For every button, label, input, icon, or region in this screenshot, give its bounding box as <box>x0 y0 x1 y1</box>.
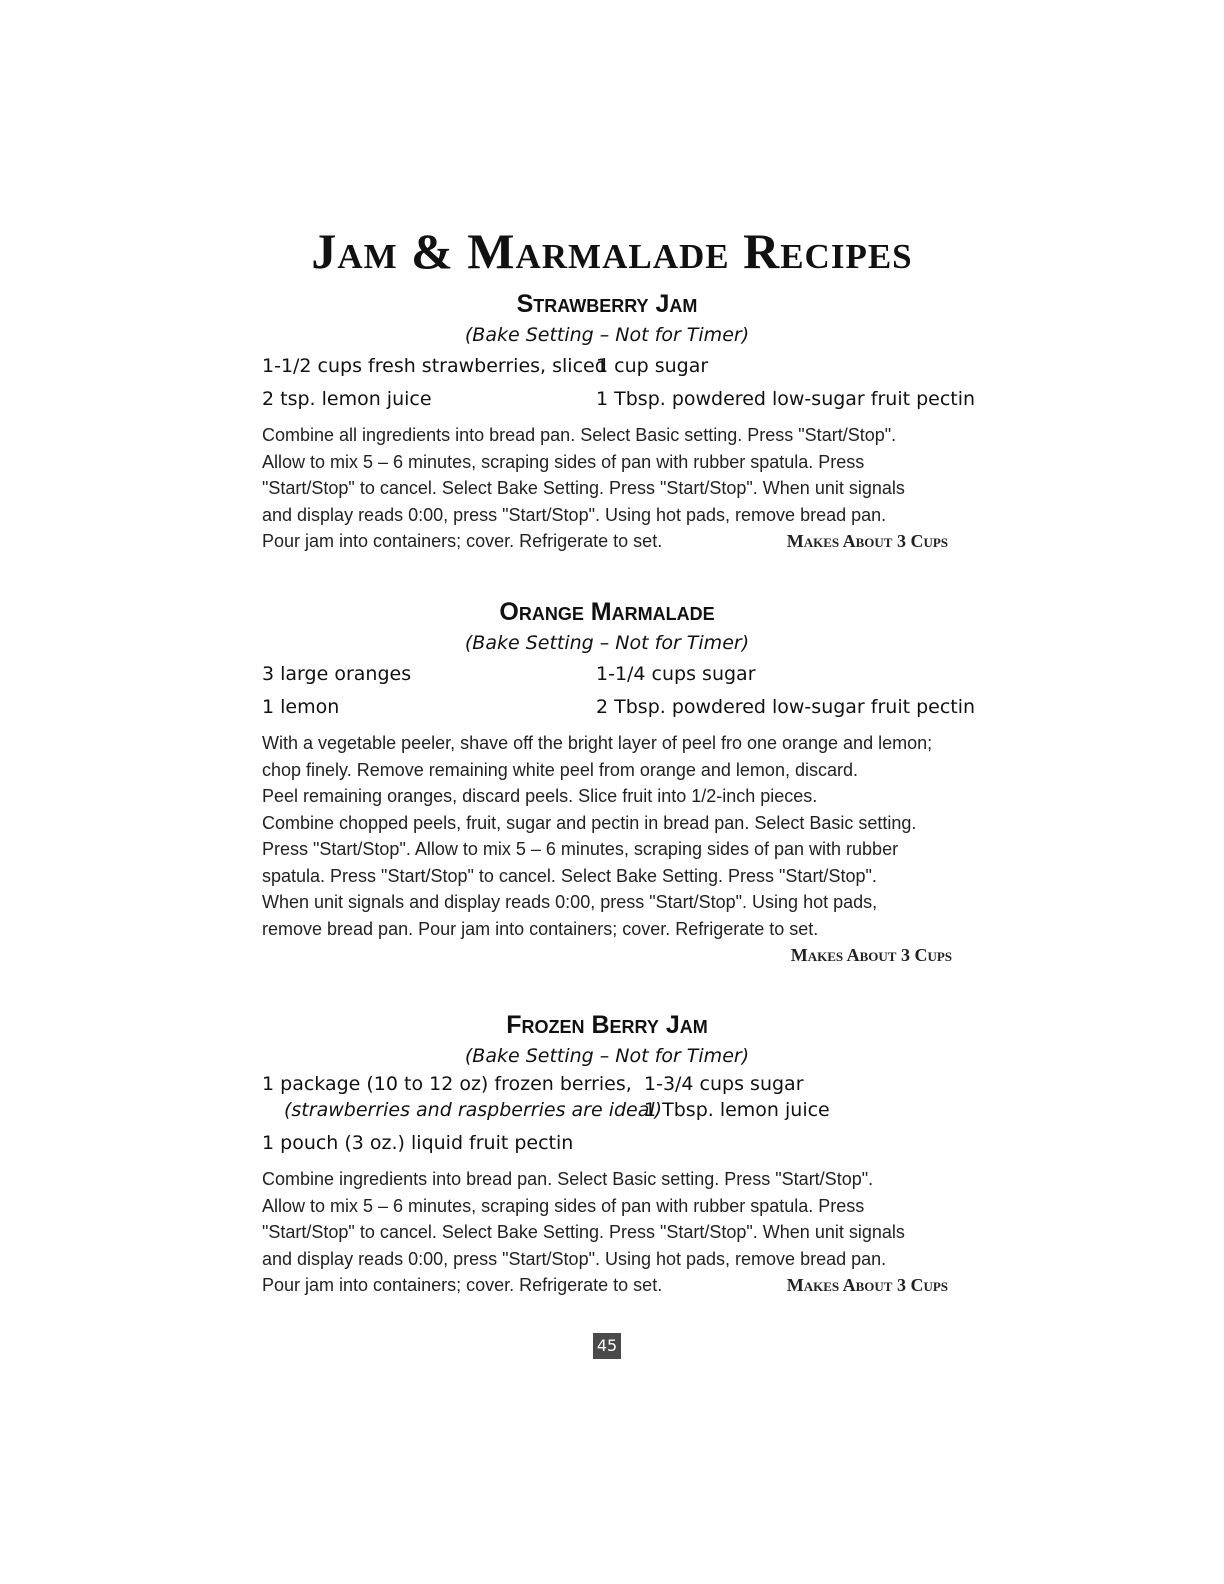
directions-line: Combine ingredients into bread pan. Select Basic setting. Press "Start/Stop". <box>262 1169 874 1189</box>
directions-line: and display reads 0:00, press "Start/Stop". Using hot pads, remove bread pan. <box>262 1248 887 1269</box>
directions-line: Pour jam into containers; cover. Refrigerate to set. <box>262 1275 663 1295</box>
recipe-frozen-berry-jam <box>262 1009 952 1299</box>
ingredient-row <box>262 350 952 383</box>
ingredient: 1-1/4 cups sugar <box>596 663 756 685</box>
ingredient: 1 cup sugar <box>596 355 709 377</box>
recipe-title: Strawberry Jam <box>516 290 698 318</box>
directions-line: chop finely. Remove remaining white peel from orange and lemon, discard. <box>262 759 858 780</box>
directions-line: When unit signals and display reads 0:00, press "Start/Stop". Using hot pads, <box>262 892 878 912</box>
ingredient: 1-3/4 cups sugar <box>644 1073 804 1095</box>
recipe-yield: Makes About 3 Cups <box>786 531 948 551</box>
directions-line: With a vegetable peeler, shave off the bright layer of peel fro one orange and lemon; <box>262 733 933 753</box>
ingredient-row <box>262 1127 952 1160</box>
ingredient: 1 Tbsp. lemon juice <box>644 1099 830 1121</box>
recipe-orange-marmalade <box>262 596 976 969</box>
directions-line-last <box>262 528 952 555</box>
ingredient-row <box>262 691 976 724</box>
recipe-subtitle: (Bake Setting – Not for Timer) <box>464 324 750 346</box>
ingredient: 3 large oranges <box>262 663 412 685</box>
directions-line: "Start/Stop" to cancel. Select Bake Setting. Press "Start/Stop". When unit signals <box>262 478 905 498</box>
ingredient: 1-1/2 cups fresh strawberries, sliced <box>262 355 607 377</box>
directions <box>262 1166 952 1299</box>
directions-line: and display reads 0:00, press "Start/Stop". Using hot pads, remove bread pan. <box>262 504 887 525</box>
directions-line: Allow to mix 5 – 6 minutes, scraping sides of pan with rubber spatula. Press <box>262 451 865 472</box>
directions-line: Combine chopped peels, fruit, sugar and pectin in bread pan. Select Basic setting. <box>262 812 917 833</box>
ingredient: 1 Tbsp. powdered low-sugar fruit pectin <box>596 388 976 410</box>
ingredient-row <box>262 658 952 691</box>
directions-line: Allow to mix 5 – 6 minutes, scraping sides of pan with rubber spatula. Press <box>262 1195 865 1216</box>
directions-line: Press "Start/Stop". Allow to mix 5 – 6 minutes, scraping sides of pan with rubber <box>262 839 899 859</box>
ingredient: 2 Tbsp. powdered low-sugar fruit pectin <box>596 696 976 718</box>
ingredient-list <box>262 1071 952 1160</box>
recipe-title: Frozen Berry Jam <box>506 1011 708 1039</box>
directions-line-last <box>262 1272 952 1299</box>
directions-line: Pour jam into containers; cover. Refrigerate to set. <box>262 531 663 551</box>
ingredient: 2 tsp. lemon juice <box>262 388 432 410</box>
recipe-subtitle: (Bake Setting – Not for Timer) <box>464 632 750 654</box>
directions <box>262 422 952 555</box>
ingredient: 1 pouch (3 oz.) liquid fruit pectin <box>262 1132 574 1154</box>
directions-line: spatula. Press "Start/Stop" to cancel. Select Bake Setting. Press "Start/Stop". <box>262 865 877 886</box>
ingredient-row <box>262 383 976 416</box>
directions <box>262 730 952 969</box>
ingredient-row <box>262 1071 952 1097</box>
ingredient: 1 lemon <box>262 696 340 718</box>
recipe-title: Orange Marmalade <box>499 598 715 626</box>
ingredient: 1 package (10 to 12 oz) frozen berries, <box>262 1073 632 1095</box>
directions-line: Combine all ingredients into bread pan. Select Basic setting. Press "Start/Stop". <box>262 425 897 445</box>
directions-line: Peel remaining oranges, discard peels. Slice fruit into 1/2-inch pieces. <box>262 786 818 806</box>
recipe-strawberry-jam <box>262 288 976 555</box>
ingredient-list <box>262 658 976 724</box>
directions-line: "Start/Stop" to cancel. Select Bake Setting. Press "Start/Stop". When unit signals <box>262 1222 905 1242</box>
recipe-yield: Makes About 3 Cups <box>790 945 952 965</box>
ingredient-note: (strawberries and raspberries are ideal) <box>284 1099 663 1121</box>
page-number: 45 <box>593 1333 621 1359</box>
recipe-yield: Makes About 3 Cups <box>786 1275 948 1295</box>
recipe-subtitle: (Bake Setting – Not for Timer) <box>464 1045 750 1067</box>
ingredient-list <box>262 350 976 416</box>
page-title: Jam & Marmalade Recipes <box>311 223 913 279</box>
directions-line: remove bread pan. Pour jam into containers; cover. Refrigerate to set. <box>262 918 819 939</box>
ingredient-row <box>262 1097 952 1123</box>
